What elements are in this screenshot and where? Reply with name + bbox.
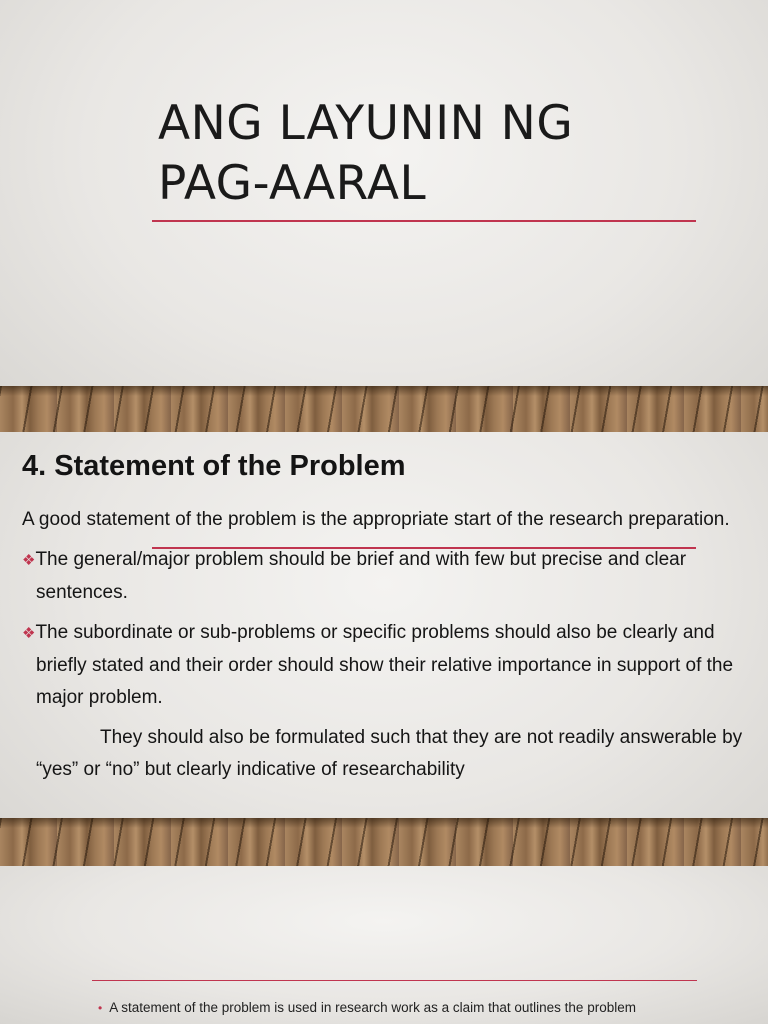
title-underline (152, 220, 696, 222)
closing-paragraph: They should also be formulated such that they are not readily answerable by “yes” or “no” but clearly indicative of researchability (36, 727, 743, 780)
slide-1 (0, 0, 768, 432)
diamond-bullet-icon: ❖ (22, 552, 36, 569)
wood-floor-strip (0, 818, 768, 866)
diamond-bullet-icon: ❖ (22, 625, 36, 642)
bullet-item (22, 544, 762, 609)
bullet-text: A statement of the problem is used in research work as a claim that outlines the problem (109, 1000, 636, 1015)
title-underline (92, 980, 697, 981)
bullet-text: The general/major problem should be brief and with few but precise and clear sentences. (35, 549, 687, 603)
section-heading: 4. Statement of the Problem (22, 450, 406, 482)
title-line-2: PAG-AARAL (158, 156, 427, 211)
slide-body (22, 504, 762, 794)
bullet-text: The subordinate or sub-problems or specific problems should also be clearly and briefly stated and their order should show their relative importance in support of the major problem. (35, 622, 734, 708)
slide-2 (0, 432, 768, 866)
bullet-dot-icon: • (98, 1001, 103, 1015)
title-line-1: ANG LAYUNIN NG (158, 96, 574, 151)
intro-paragraph: A good statement of the problem is the appropriate start of the research preparation. (22, 509, 730, 530)
slide-title (158, 94, 718, 214)
bullet-item (98, 1000, 636, 1015)
bullet-item (22, 617, 762, 714)
slide-3 (0, 866, 768, 1024)
wood-floor-strip (0, 386, 768, 432)
